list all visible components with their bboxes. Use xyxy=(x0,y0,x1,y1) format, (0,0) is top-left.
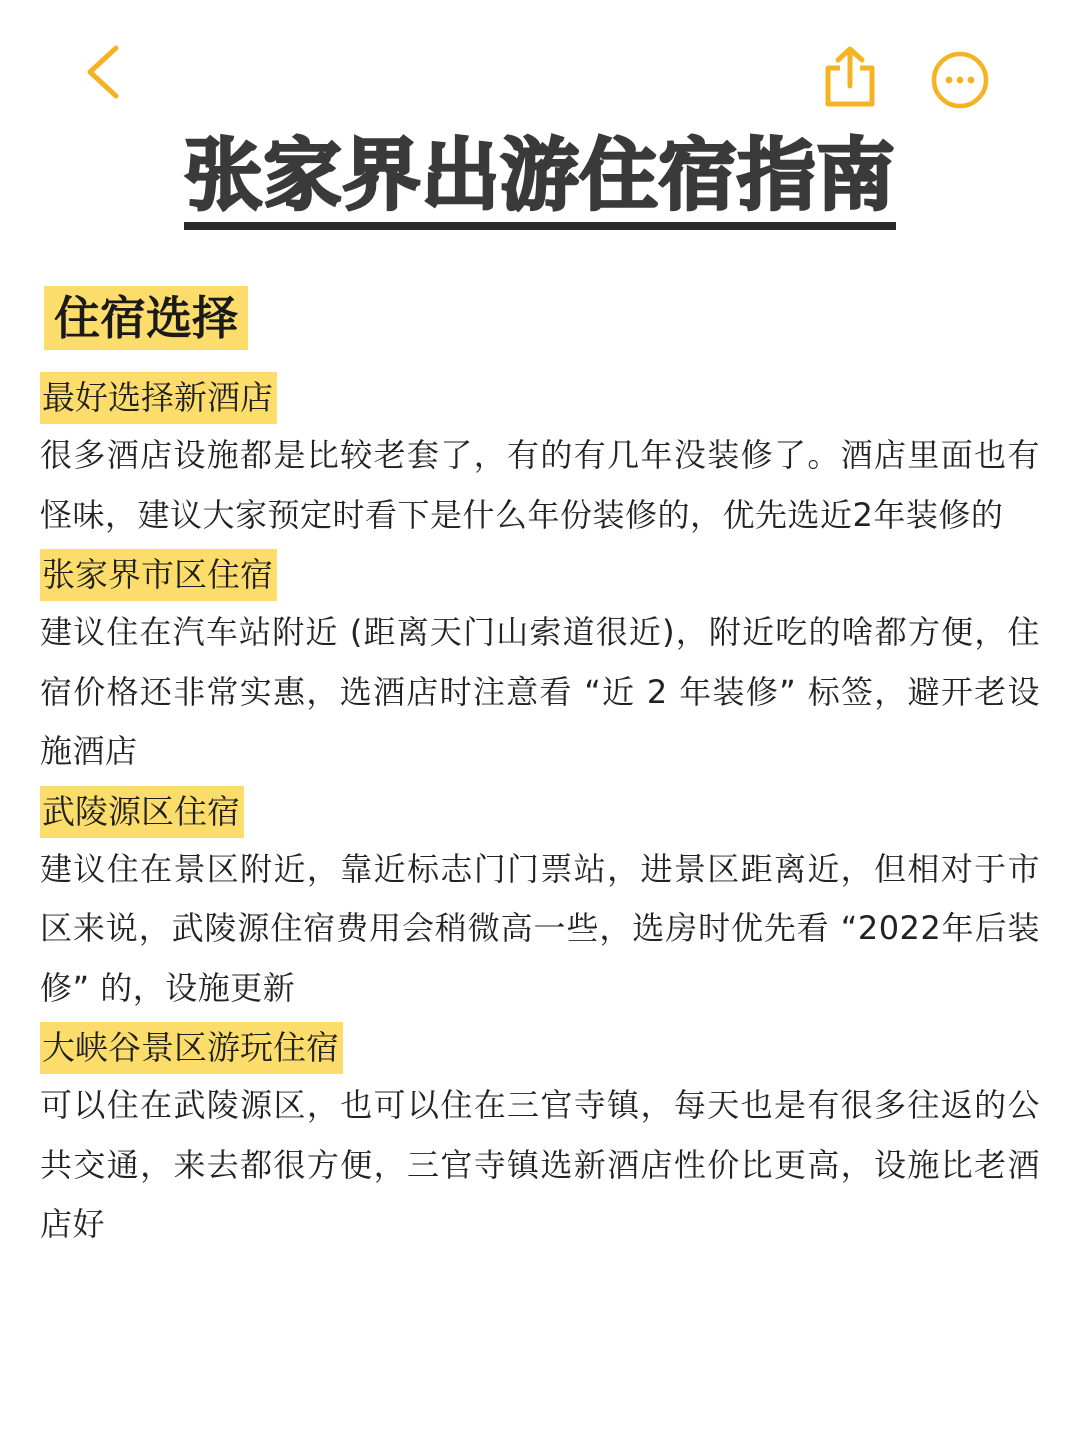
item-heading: 最好选择新酒店 xyxy=(40,372,277,424)
share-icon xyxy=(820,44,880,110)
item-wulingyuan-lodging xyxy=(40,786,1040,1019)
item-body: 建议住在景区附近，靠近标志门门票站，进景区距离近，但相对于市区来说，武陵源住宿费用会稍微高一些，选房时优先看 “2022年后装修” 的，设施更新 xyxy=(40,849,1040,1007)
item-canyon-lodging xyxy=(40,1022,1040,1255)
item-city-lodging xyxy=(40,549,1040,782)
item-body: 建议住在汽车站附近 (距离天门山索道很近)，附近吃的啥都方便，住宿价格还非常实惠，选酒店时注意看 “近 2 年装修” 标签，避开老设施酒店 xyxy=(40,613,1040,770)
top-navigation-bar xyxy=(0,0,1080,130)
item-heading: 大峡谷景区游玩住宿 xyxy=(40,1022,343,1074)
item-new-hotel xyxy=(40,372,1040,545)
more-dots-icon xyxy=(930,50,990,110)
page-title: 张家界出游住宿指南 xyxy=(184,132,895,230)
item-body: 可以住在武陵源区，也可以住在三官寺镇，每天也是有很多往返的公共交通，来去都很方便，三官寺镇选新酒店性价比更高，设施比老酒店好 xyxy=(40,1086,1040,1243)
item-body: 很多酒店设施都是比较老套了，有的有几年没装修了。酒店里面也有怪味，建议大家预定时看下是什么年份装修的，优先选近2年装修的 xyxy=(40,436,1040,534)
article-content xyxy=(40,372,1040,1259)
share-button[interactable] xyxy=(820,44,880,110)
item-heading: 张家界市区住宿 xyxy=(40,549,277,601)
back-button[interactable] xyxy=(78,42,128,102)
chevron-left-icon xyxy=(78,42,128,102)
section-heading: 住宿选择 xyxy=(44,286,248,350)
more-options-button[interactable] xyxy=(930,50,990,110)
item-heading: 武陵源区住宿 xyxy=(40,786,244,838)
title-container xyxy=(0,132,1080,230)
